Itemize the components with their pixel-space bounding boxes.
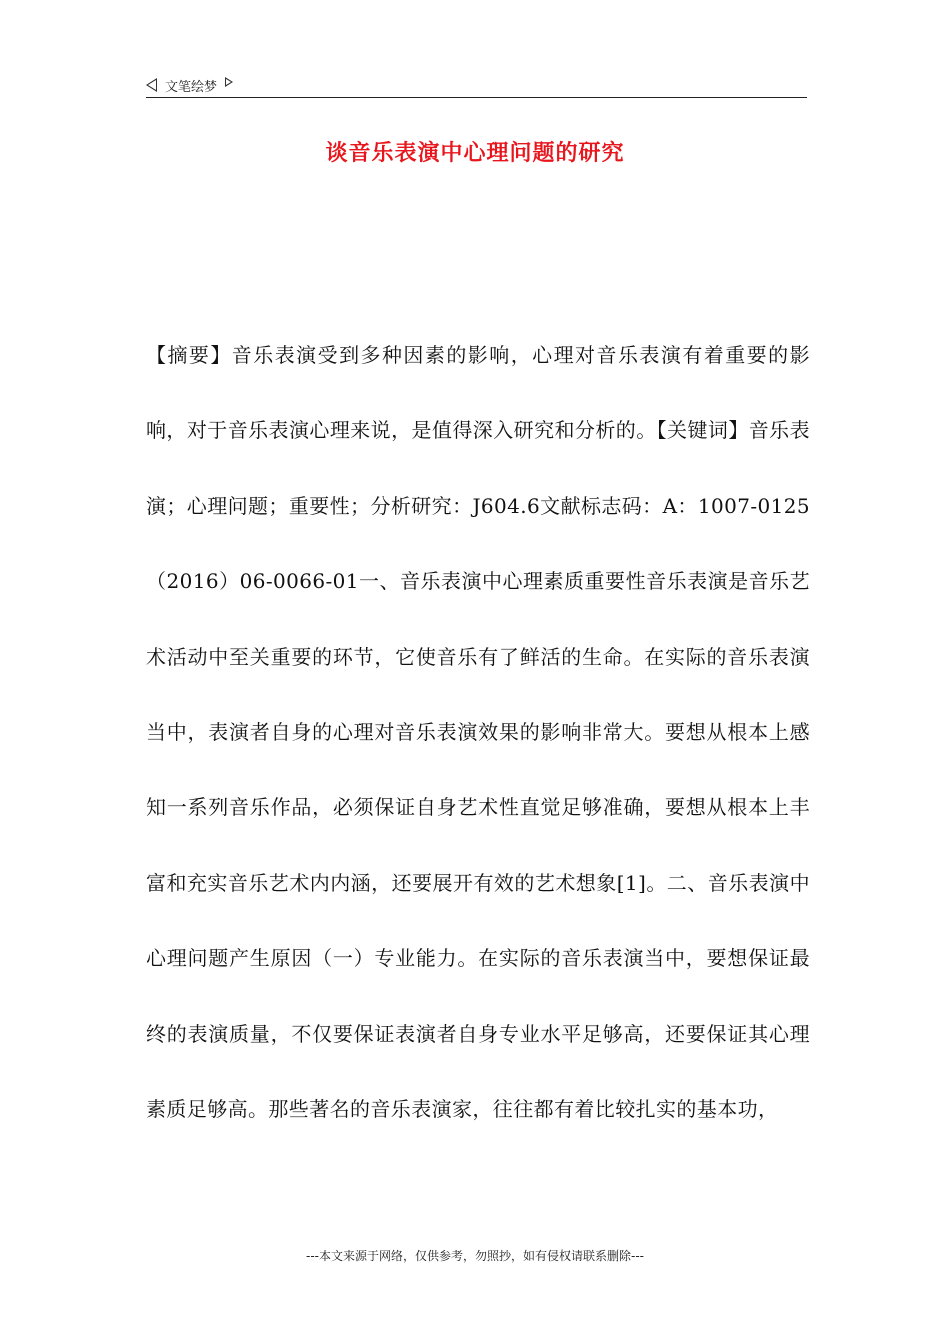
document-body: 【摘要】音乐表演受到多种因素的影响，心理对音乐表演有着重要的影响，对于音乐表演心理来说，是值得深入研究和分析的。【关键词】音乐表演；心理问题；重要性；分析研究：J604.6文献标志码：A：1007-0125（2016）06-0066-01一、音乐表演中心理素质重要性音乐表演是音乐艺术活动中至关重要的环节，它使音乐有了鲜活的生命。在实际的音乐表演当中，表演者自身的心理对音乐表演效果的影响非常大。要想从根本上感知一系列音乐作品，必须保证自身艺术性直觉足够准确，要想从根本上丰富和充实音乐艺术内内涵，还要展开有效的艺术想象[1]。二、音乐表演中心理问题产生原因（一）专业能力。在实际的音乐表演当中，要想保证最终的表演质量，不仅要保证表演者自身专业水平足够高，还要保证其心理素质足够高。那些著名的音乐表演家，往往都有着比较扎实的基本功， bbox=[146, 343, 810, 1122]
footer-disclaimer: ---本文来源于网络，仅供参考，勿照抄，如有侵权请联系删除--- bbox=[306, 1249, 644, 1263]
header-label: 文笔绘梦 bbox=[165, 79, 218, 95]
page-header bbox=[146, 72, 807, 98]
triangle-right-outline-icon bbox=[225, 77, 233, 87]
header-divider bbox=[146, 97, 807, 98]
triangle-left-outline-icon bbox=[146, 78, 157, 92]
document-title: 谈音乐表演中心理问题的研究 bbox=[325, 141, 625, 166]
